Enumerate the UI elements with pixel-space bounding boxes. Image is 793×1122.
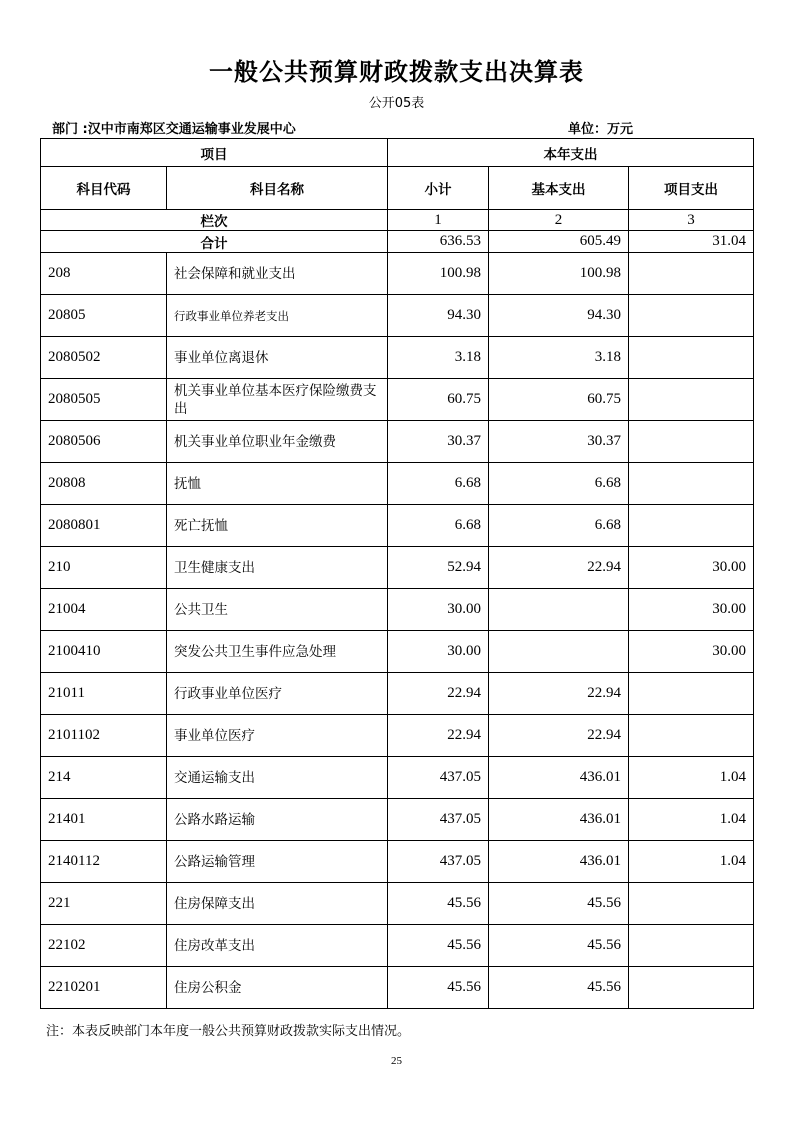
row-basic: 45.56 bbox=[489, 967, 629, 1009]
row-subtotal: 437.05 bbox=[388, 841, 489, 883]
row-subtotal: 437.05 bbox=[388, 799, 489, 841]
table-row bbox=[41, 421, 754, 463]
row-subtotal: 30.37 bbox=[388, 421, 489, 463]
row-project bbox=[629, 295, 754, 337]
row-code: 2210201 bbox=[41, 967, 167, 1009]
table-row bbox=[41, 673, 754, 715]
row-project bbox=[629, 463, 754, 505]
row-subtotal: 45.56 bbox=[388, 967, 489, 1009]
row-project: 30.00 bbox=[629, 547, 754, 589]
row-code: 2101102 bbox=[41, 715, 167, 757]
col-index-1: 1 bbox=[388, 210, 489, 231]
row-basic: 6.68 bbox=[489, 463, 629, 505]
table-row bbox=[41, 253, 754, 295]
table-row bbox=[41, 883, 754, 925]
row-project: 1.04 bbox=[629, 799, 754, 841]
row-name: 机关事业单位基本医疗保险缴费支出 bbox=[167, 379, 388, 421]
header-basic: 基本支出 bbox=[489, 167, 629, 210]
row-project bbox=[629, 337, 754, 379]
table-row bbox=[41, 295, 754, 337]
row-project bbox=[629, 967, 754, 1009]
row-name: 机关事业单位职业年金缴费 bbox=[167, 421, 388, 463]
row-project bbox=[629, 379, 754, 421]
row-name: 突发公共卫生事件应急处理 bbox=[167, 631, 388, 673]
row-subtotal: 22.94 bbox=[388, 715, 489, 757]
table-row bbox=[41, 799, 754, 841]
row-name: 行政事业单位养老支出 bbox=[167, 295, 388, 337]
row-index-label: 栏次 bbox=[41, 210, 388, 231]
row-name: 公共卫生 bbox=[167, 589, 388, 631]
header-name: 科目名称 bbox=[167, 167, 388, 210]
table-body bbox=[41, 139, 754, 1009]
row-basic: 436.01 bbox=[489, 757, 629, 799]
row-subtotal: 52.94 bbox=[388, 547, 489, 589]
row-subtotal: 60.75 bbox=[388, 379, 489, 421]
table-row bbox=[41, 715, 754, 757]
row-name: 住房公积金 bbox=[167, 967, 388, 1009]
row-name: 死亡抚恤 bbox=[167, 505, 388, 547]
table-row bbox=[41, 631, 754, 673]
row-basic bbox=[489, 631, 629, 673]
row-subtotal: 22.94 bbox=[388, 673, 489, 715]
row-subtotal: 30.00 bbox=[388, 631, 489, 673]
row-code: 2100410 bbox=[41, 631, 167, 673]
row-code: 2080505 bbox=[41, 379, 167, 421]
row-subtotal: 6.68 bbox=[388, 463, 489, 505]
header-project: 项目 bbox=[41, 139, 388, 167]
row-basic: 22.94 bbox=[489, 547, 629, 589]
table-row bbox=[41, 379, 754, 421]
row-project: 30.00 bbox=[629, 631, 754, 673]
row-code: 21011 bbox=[41, 673, 167, 715]
row-name: 交通运输支出 bbox=[167, 757, 388, 799]
row-project bbox=[629, 673, 754, 715]
row-code: 22102 bbox=[41, 925, 167, 967]
row-code: 221 bbox=[41, 883, 167, 925]
total-label: 合计 bbox=[41, 231, 388, 253]
total-row bbox=[41, 231, 754, 253]
row-code: 2080801 bbox=[41, 505, 167, 547]
header-row-2 bbox=[41, 167, 754, 210]
table-row bbox=[41, 925, 754, 967]
row-name: 抚恤 bbox=[167, 463, 388, 505]
row-basic: 100.98 bbox=[489, 253, 629, 295]
row-name: 社会保障和就业支出 bbox=[167, 253, 388, 295]
total-subtotal: 636.53 bbox=[388, 231, 489, 253]
row-name: 事业单位离退休 bbox=[167, 337, 388, 379]
row-name: 公路运输管理 bbox=[167, 841, 388, 883]
row-name: 住房保障支出 bbox=[167, 883, 388, 925]
table-row bbox=[41, 547, 754, 589]
footnote: 注：本表反映部门本年度一般公共预算财政拨款实际支出情况。 bbox=[46, 1024, 411, 1039]
row-basic: 45.56 bbox=[489, 925, 629, 967]
row-project bbox=[629, 421, 754, 463]
total-basic: 605.49 bbox=[489, 231, 629, 253]
row-name: 事业单位医疗 bbox=[167, 715, 388, 757]
row-name: 公路水路运输 bbox=[167, 799, 388, 841]
row-subtotal: 3.18 bbox=[388, 337, 489, 379]
header-current-year: 本年支出 bbox=[388, 139, 754, 167]
department-label: 部门 :汉中市南郑区交通运输事业发展中心 bbox=[52, 122, 296, 137]
row-project bbox=[629, 715, 754, 757]
row-project bbox=[629, 883, 754, 925]
expenditure-table bbox=[40, 138, 754, 1009]
row-code: 2080502 bbox=[41, 337, 167, 379]
row-subtotal: 30.00 bbox=[388, 589, 489, 631]
row-basic: 60.75 bbox=[489, 379, 629, 421]
row-code: 208 bbox=[41, 253, 167, 295]
row-subtotal: 437.05 bbox=[388, 757, 489, 799]
row-name: 行政事业单位医疗 bbox=[167, 673, 388, 715]
header-project-expense: 项目支出 bbox=[629, 167, 754, 210]
table-row bbox=[41, 505, 754, 547]
row-project: 1.04 bbox=[629, 841, 754, 883]
row-basic bbox=[489, 589, 629, 631]
total-project: 31.04 bbox=[629, 231, 754, 253]
table-row bbox=[41, 337, 754, 379]
header-row-1 bbox=[41, 139, 754, 167]
row-code: 214 bbox=[41, 757, 167, 799]
page-title: 一般公共预算财政拨款支出决算表 bbox=[209, 58, 584, 86]
row-basic: 6.68 bbox=[489, 505, 629, 547]
row-project bbox=[629, 925, 754, 967]
row-basic: 30.37 bbox=[489, 421, 629, 463]
row-subtotal: 45.56 bbox=[388, 925, 489, 967]
table-row bbox=[41, 589, 754, 631]
row-project: 30.00 bbox=[629, 589, 754, 631]
row-basic: 94.30 bbox=[489, 295, 629, 337]
col-index-3: 3 bbox=[629, 210, 754, 231]
row-basic: 436.01 bbox=[489, 841, 629, 883]
page-number: 25 bbox=[391, 1055, 402, 1067]
row-basic: 436.01 bbox=[489, 799, 629, 841]
table-number: 公开05表 bbox=[368, 96, 425, 111]
table-row bbox=[41, 463, 754, 505]
row-project bbox=[629, 505, 754, 547]
row-basic: 3.18 bbox=[489, 337, 629, 379]
row-name: 卫生健康支出 bbox=[167, 547, 388, 589]
row-code: 20808 bbox=[41, 463, 167, 505]
row-subtotal: 45.56 bbox=[388, 883, 489, 925]
row-basic: 45.56 bbox=[489, 883, 629, 925]
row-basic: 22.94 bbox=[489, 715, 629, 757]
row-code: 2140112 bbox=[41, 841, 167, 883]
row-code: 210 bbox=[41, 547, 167, 589]
unit-label: 单位：万元 bbox=[568, 122, 634, 137]
row-code: 2080506 bbox=[41, 421, 167, 463]
row-code: 21401 bbox=[41, 799, 167, 841]
row-subtotal: 94.30 bbox=[388, 295, 489, 337]
row-project bbox=[629, 253, 754, 295]
row-code: 21004 bbox=[41, 589, 167, 631]
table-row bbox=[41, 841, 754, 883]
table-row bbox=[41, 967, 754, 1009]
row-code: 20805 bbox=[41, 295, 167, 337]
header-subtotal: 小计 bbox=[388, 167, 489, 210]
row-basic: 22.94 bbox=[489, 673, 629, 715]
column-index-row bbox=[41, 210, 754, 231]
row-subtotal: 100.98 bbox=[388, 253, 489, 295]
table-row bbox=[41, 757, 754, 799]
header-code: 科目代码 bbox=[41, 167, 167, 210]
row-project: 1.04 bbox=[629, 757, 754, 799]
row-subtotal: 6.68 bbox=[388, 505, 489, 547]
row-name: 住房改革支出 bbox=[167, 925, 388, 967]
col-index-2: 2 bbox=[489, 210, 629, 231]
